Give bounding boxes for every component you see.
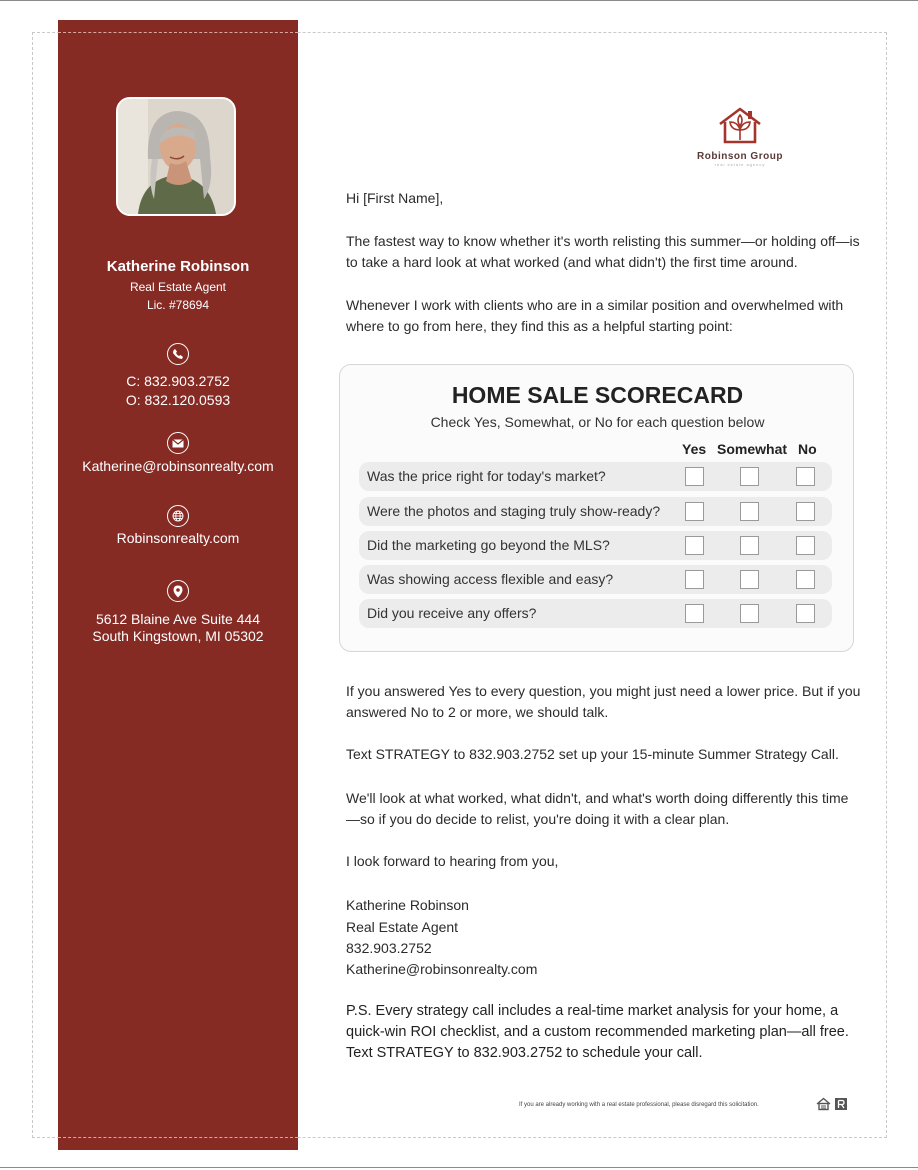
signature-email[interactable]: Katherine@robinsonrealty.com bbox=[346, 961, 538, 977]
question-text: Was the price right for today's market? bbox=[367, 468, 606, 484]
agent-photo bbox=[116, 97, 236, 216]
agent-title: Real Estate Agent bbox=[129, 280, 227, 294]
agent-website[interactable]: Robinsonrealty.com bbox=[116, 530, 240, 546]
scorecard-row bbox=[359, 497, 832, 526]
scorecard-subtitle: Check Yes, Somewhat, or No for each question below bbox=[430, 414, 765, 430]
trim-guide-bottom bbox=[58, 1137, 298, 1138]
agent-name: Katherine Robinson bbox=[106, 258, 250, 275]
question-text: Did you receive any offers? bbox=[367, 605, 537, 621]
scorecard-row bbox=[359, 599, 832, 628]
agent-sidebar bbox=[58, 20, 298, 1150]
house-logo-icon bbox=[716, 106, 764, 146]
address-line-1: 5612 Blaine Ave Suite 444 bbox=[96, 611, 260, 627]
page-top-line bbox=[0, 0, 918, 1]
checkbox-no[interactable] bbox=[796, 570, 815, 589]
column-yes: Yes bbox=[682, 441, 707, 457]
checkbox-somewhat[interactable] bbox=[740, 570, 759, 589]
solicitation-disclaimer: If you are already working with a real estate professional, please disregard this solicitation. bbox=[519, 1102, 759, 1108]
column-somewhat: Somewhat bbox=[717, 441, 788, 457]
signature-phone[interactable]: 832.903.2752 bbox=[346, 940, 432, 956]
checkbox-somewhat[interactable] bbox=[740, 536, 759, 555]
scorecard-row bbox=[359, 462, 832, 491]
home-sale-scorecard bbox=[339, 364, 854, 652]
paragraph-intro: The fastest way to know whether it's worth relisting this summer—or holding off—is to take a hard look at what worked (and what didn't) the first time around. bbox=[346, 233, 860, 270]
checkbox-no[interactable] bbox=[796, 604, 815, 623]
location-pin-icon bbox=[167, 580, 189, 602]
logo-tagline: real estate agency bbox=[714, 162, 766, 167]
phone-office[interactable]: O: 832.120.0593 bbox=[125, 392, 231, 408]
trim-guide-top bbox=[58, 32, 298, 33]
greeting: Hi [First Name], bbox=[346, 190, 444, 206]
checkbox-no[interactable] bbox=[796, 502, 815, 521]
paragraph-answer-guide: If you answered Yes to every question, you might just need a lower price. But if you answered No to 2 or more, we should talk. bbox=[346, 683, 861, 720]
signature-title: Real Estate Agent bbox=[346, 919, 459, 935]
equal-housing-icon bbox=[816, 1097, 831, 1112]
scorecard-row bbox=[359, 565, 832, 594]
paragraph-context: Whenever I work with clients who are in a similar position and overwhelmed with where to go from here, they find this as a helpful starting point: bbox=[346, 297, 844, 334]
closing-line: I look forward to hearing from you, bbox=[346, 853, 559, 869]
checkbox-yes[interactable] bbox=[685, 536, 704, 555]
logo-name: Robinson Group bbox=[697, 151, 783, 162]
checkbox-no[interactable] bbox=[796, 467, 815, 486]
paragraph-plan: We'll look at what worked, what didn't, and what's worth doing differently this time—so if you do decide to relist, you're doing it with a clear plan. bbox=[346, 790, 849, 827]
agent-license: Lic. #78694 bbox=[146, 298, 210, 312]
checkbox-yes[interactable] bbox=[685, 467, 704, 486]
company-logo bbox=[690, 106, 790, 167]
email-icon bbox=[167, 432, 189, 454]
postscript: P.S. Every strategy call includes a real-time market analysis for your home, a quick-win ROI checklist, and a custom recommended marketing plan—all free. Text STRATEGY to 832.903.2752 to schedule your call. bbox=[346, 1003, 849, 1061]
checkbox-somewhat[interactable] bbox=[740, 502, 759, 521]
agent-email[interactable]: Katherine@robinsonrealty.com bbox=[82, 458, 274, 474]
phone-cell[interactable]: C: 832.903.2752 bbox=[126, 373, 230, 389]
checkbox-somewhat[interactable] bbox=[740, 467, 759, 486]
column-no: No bbox=[798, 441, 817, 457]
checkbox-yes[interactable] bbox=[685, 502, 704, 521]
question-text: Was showing access flexible and easy? bbox=[367, 571, 614, 587]
address-line-2: South Kingstown, MI 05302 bbox=[92, 628, 264, 644]
scorecard-row bbox=[359, 531, 832, 560]
paragraph-call-to-action: Text STRATEGY to 832.903.2752 set up your 15-minute Summer Strategy Call. bbox=[346, 746, 839, 762]
checkbox-yes[interactable] bbox=[685, 570, 704, 589]
checkbox-no[interactable] bbox=[796, 536, 815, 555]
scorecard-title: HOME SALE SCORECARD bbox=[451, 382, 744, 408]
checkbox-yes[interactable] bbox=[685, 604, 704, 623]
globe-icon bbox=[167, 505, 189, 527]
realtor-icon bbox=[834, 1097, 849, 1112]
signature-name: Katherine Robinson bbox=[346, 897, 469, 913]
question-text: Did the marketing go beyond the MLS? bbox=[367, 537, 610, 553]
checkbox-somewhat[interactable] bbox=[740, 604, 759, 623]
phone-icon bbox=[167, 343, 189, 365]
page-bottom-line bbox=[0, 1167, 918, 1168]
question-text: Were the photos and staging truly show-ready? bbox=[367, 503, 661, 519]
